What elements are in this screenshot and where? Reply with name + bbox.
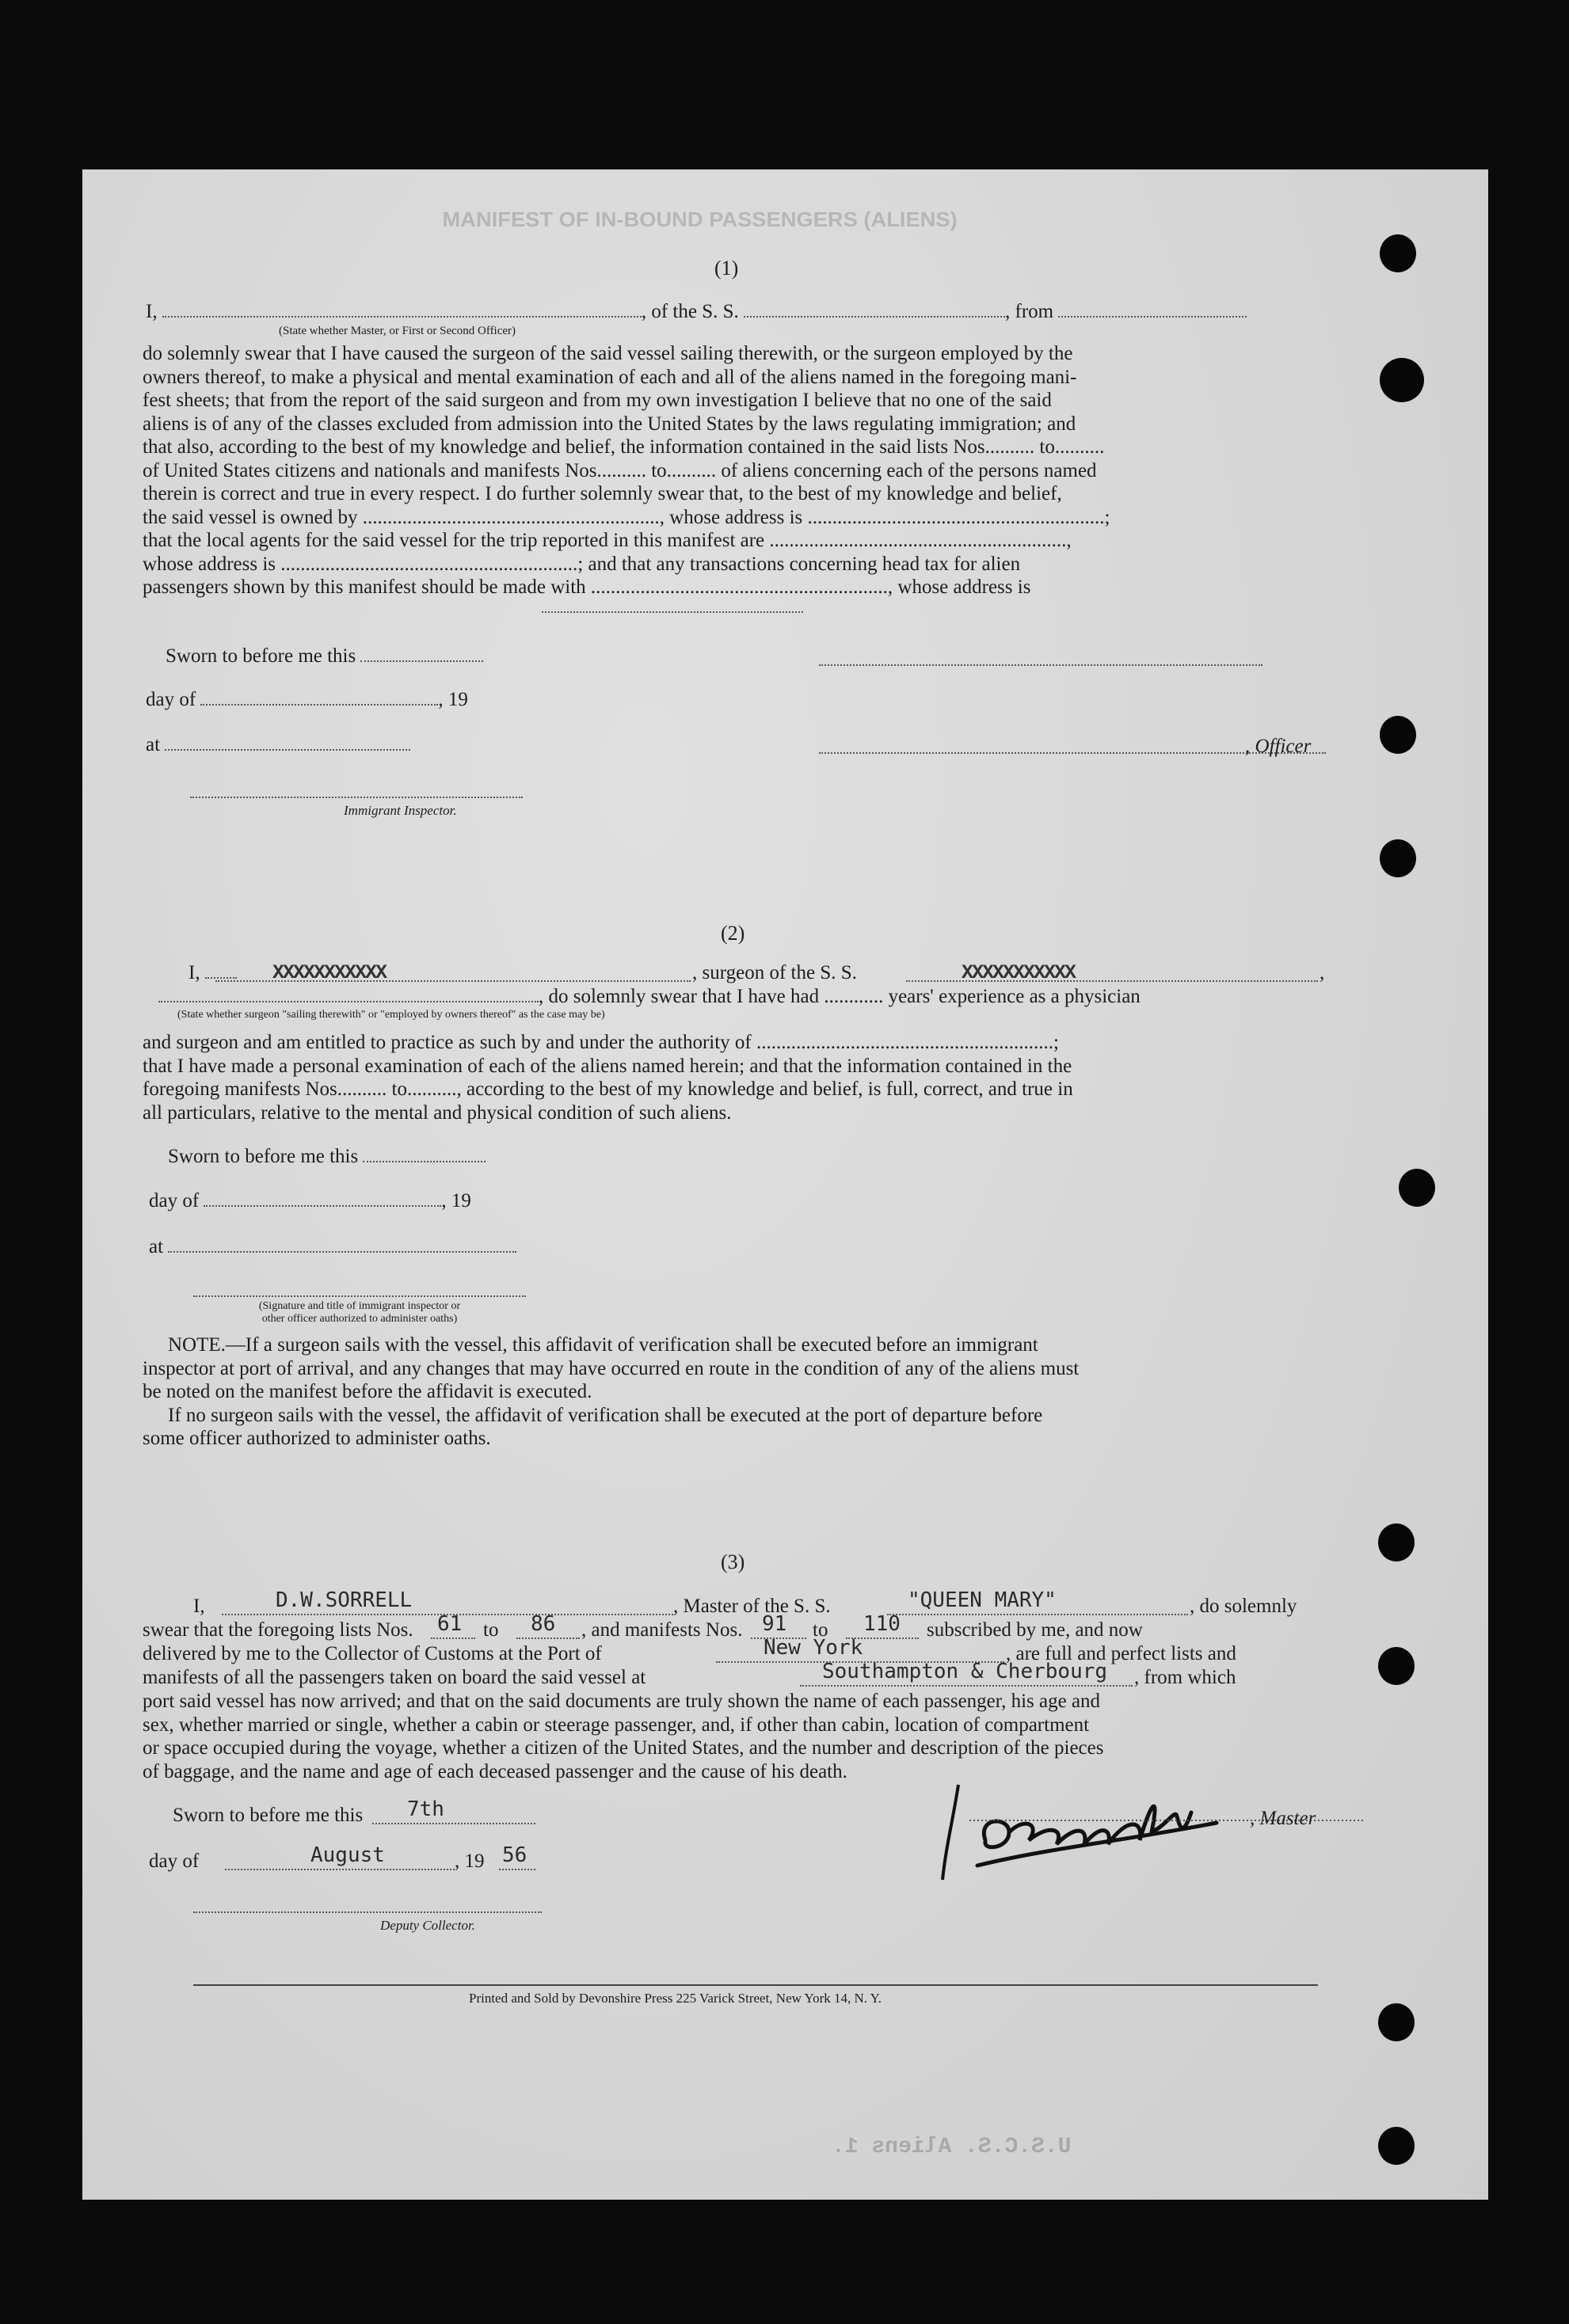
surgeon-ship-crossed: XXXXXXXXXXX (962, 961, 1076, 984)
body-line: or space occupied during the voyage, whether a citizen of the United States, and the number and description of the pieces (143, 1737, 1104, 1759)
sworn-day-line (372, 1823, 535, 1824)
month-line (225, 1869, 455, 1870)
body-line: that the local agents for the said vessel for the trip reported in this manifest are ............................................................, (143, 530, 1072, 551)
section-1-inspector-line (190, 797, 523, 798)
lists-to: 86 (531, 1612, 556, 1636)
section-2-note: (State whether surgeon "sailing therewith" or "employed by owners thereof" as the case may be) (177, 1009, 605, 1021)
section-1-note: (State whether Master, or First or Second Officer) (279, 325, 516, 337)
section-2-sworn: Sworn to before me this (168, 1145, 486, 1169)
section-1-underline (542, 611, 803, 613)
body-line: fest sheets; that from the report of the said surgeon and from my own investigation I believe that no one of the said (143, 390, 1052, 411)
note-line: some officer authorized to administer oaths. (143, 1428, 491, 1449)
punch-hole (1378, 1523, 1415, 1561)
section-3-line-3b: , are full and perfect lists and (1006, 1643, 1236, 1664)
lists-from: 61 (437, 1612, 463, 1636)
section-2-note-block (143, 1333, 1323, 1451)
body-line: and surgeon and am entitled to practice as such by and under the authority of ............................................................; (143, 1032, 1059, 1053)
section-3-to-2: to (813, 1619, 828, 1641)
punch-hole (1380, 234, 1416, 272)
manifest-to: 110 (863, 1612, 901, 1636)
body-line: sex, whether married or single, whether a cabin or steerage passenger, and, if other than cabin, location of compartment (143, 1714, 1090, 1736)
section-3-year-prefix: , 19 (455, 1850, 485, 1872)
departure-ports: Southampton & Cherbourg (822, 1660, 1108, 1683)
note-line: be noted on the manifest before the affidavit is executed. (143, 1381, 592, 1402)
body-line: aliens is of any of the classes excluded from admission into the United States by the laws regulating immigration; and (143, 413, 1076, 435)
body-line: the said vessel is owned by ............................................................, whose address is ............................................................; (143, 506, 1110, 528)
master-label: , Master (1250, 1808, 1316, 1829)
sworn-day: 7th (407, 1797, 444, 1821)
body-line: passengers shown by this manifest should be made with ............................................................, whose address is (143, 576, 1031, 598)
section-3-line-2b: , and manifests Nos. (581, 1619, 743, 1641)
section-2-at: at (149, 1235, 516, 1259)
header-show-through: MANIFEST OF IN-BOUND PASSENGERS (ALIENS) (442, 207, 958, 231)
section-3-master-of: , Master of the S. S. (673, 1596, 831, 1617)
body-line: therein is correct and true in every respect. I do further solemnly swear that, to the best of my knowledge and belief, (143, 483, 1062, 504)
note-line: NOTE.—If a surgeon sails with the vessel, this affidavit of verification shall be executed before an immigrant (168, 1334, 1038, 1356)
deputy-label: Deputy Collector. (380, 1918, 475, 1933)
punch-hole (1380, 358, 1424, 402)
section-1-officer-label: , Officer (1245, 736, 1312, 757)
section-3-line-4a: manifests of all the passengers taken on board the said vessel at (143, 1667, 646, 1688)
body-line: that also, according to the best of my knowledge and belief, the information contained in the said lists Nos.......... to.......... (143, 436, 1105, 458)
section-3-sworn: Sworn to before me this (173, 1805, 364, 1826)
body-line: foregoing manifests Nos.......... to.........., according to the best of my knowledge and belief, is full, correct, and true in (143, 1078, 1073, 1100)
section-1-body (143, 342, 1323, 599)
ship-name-line (887, 1614, 1188, 1615)
section-3-number: (3) (721, 1550, 745, 1573)
reverse-footer-show-through: U.S.C.S. Aliens 1. (832, 2135, 1072, 2159)
section-2-body (143, 1031, 1323, 1124)
section-3-to-1: to (483, 1619, 499, 1641)
punch-hole (1378, 2127, 1415, 2165)
footer-rule (193, 1984, 1318, 1986)
lists-to-line (516, 1637, 580, 1639)
surgeon-ship-line (906, 980, 1318, 982)
body-line: port said vessel has now arrived; and that on the said documents are truly shown the name of each passenger, his age and (143, 1691, 1101, 1712)
ship-name: "QUEEN MARY" (908, 1588, 1057, 1612)
punch-hole (1380, 839, 1416, 877)
body-line: owners thereof, to make a physical and mental examination of each and all of the aliens named in the foregoing mani- (143, 366, 1077, 388)
comma: , (1320, 962, 1325, 983)
section-3-line-3a: delivered by me to the Collector of Customs at the Port of (143, 1643, 602, 1664)
note-line: If no surgeon sails with the vessel, the affidavit of verification shall be executed at the port of departure before (168, 1404, 1043, 1426)
section-1-number: (1) (714, 257, 739, 280)
body-line: of baggage, and the name and age of each deceased passenger and the cause of his death. (143, 1760, 847, 1782)
manifest-from: 91 (762, 1612, 787, 1636)
body-line: all particulars, relative to the mental and physical condition of such aliens. (143, 1101, 732, 1124)
deputy-line (193, 1911, 542, 1913)
punch-hole (1378, 2003, 1415, 2041)
year-line (499, 1869, 535, 1870)
section-3-line-4b: , from which (1134, 1667, 1236, 1688)
section-2-line-1: I, (189, 961, 237, 985)
punch-hole (1378, 1647, 1415, 1685)
section-3-line-2c: subscribed by me, and now (927, 1619, 1143, 1641)
body-line: whose address is ............................................................; and that any transactions concerning head tax for alien (143, 553, 1021, 575)
section-1-line-1: I, , of the S. S. , from (146, 300, 1247, 324)
section-1-sworn: Sworn to before me this (166, 645, 483, 668)
section-2-sig-note: (Signature and title of immigrant inspector or other officer authorized to administer oaths) (258, 1300, 461, 1325)
surgeon-name-line (215, 980, 691, 982)
section-3-day-of: day of (149, 1850, 200, 1872)
year-suffix: 56 (502, 1843, 527, 1867)
section-2-day: day of , 19 (149, 1190, 471, 1211)
section-2-surgeon-of: , surgeon of the S. S. (692, 962, 857, 983)
port-name: New York (764, 1636, 863, 1660)
section-3-line-1-end: , do solemnly (1190, 1596, 1297, 1617)
section-1-at: at (146, 733, 410, 757)
body-line: do solemnly swear that I have caused the surgeon of the said vessel sailing therewith, or the surgeon employed by the (143, 343, 1073, 364)
printer-imprint: Printed and Sold by Devonshire Press 225 Varick Street, New York 14, N. Y. (469, 1991, 882, 2006)
section-1-day: day of , 19 (146, 689, 468, 710)
punch-hole (1399, 1169, 1435, 1207)
body-line: that I have made a personal examination of each of the aliens named herein; and that the information contained in the (143, 1055, 1072, 1077)
surgeon-name-crossed: XXXXXXXXXXX (272, 961, 387, 984)
section-1-inspector-label: Immigrant Inspector. (344, 803, 457, 818)
note-line: inspector at port of arrival, and any changes that may have occurred en route in the condition of any of the aliens must (143, 1357, 1080, 1379)
section-3-line-2a: swear that the foregoing lists Nos. (143, 1619, 413, 1641)
form-sheet (82, 169, 1488, 2200)
section-3-line-1-i: I, (193, 1596, 205, 1617)
section-1-sig-line (819, 664, 1262, 666)
body-line: of United States citizens and nationals and manifests Nos.......... to.......... of aliens concerning each of the persons named (143, 459, 1097, 481)
section-2-line-2: , do solemnly swear that I have had ............ years' experience as a physician (158, 985, 1141, 1009)
lists-from-line (431, 1637, 475, 1639)
month: August (310, 1843, 385, 1867)
departure-line (800, 1685, 1133, 1687)
punch-hole (1380, 716, 1416, 754)
master-name: D.W.SORRELL (276, 1588, 413, 1612)
section-2-sig-line (193, 1295, 526, 1297)
section-2-number: (2) (721, 922, 745, 945)
